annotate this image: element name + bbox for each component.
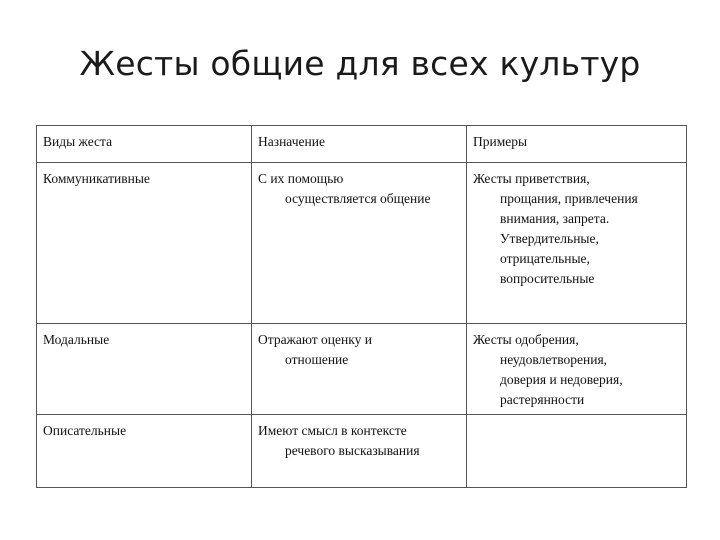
- cell-examples: [467, 324, 687, 415]
- header-cell-examples: Примеры: [467, 126, 687, 163]
- cell-purpose: [252, 415, 467, 488]
- cell-type: Описательные: [37, 415, 252, 488]
- gestures-table: [36, 125, 687, 488]
- table-header-row: [37, 126, 687, 163]
- table-row: [37, 163, 687, 324]
- examples-line: Утвердительные,: [500, 231, 599, 246]
- examples-line: Жесты приветствия,: [473, 171, 590, 186]
- cell-type: Коммуникативные: [37, 163, 252, 324]
- purpose-line: Имеют смысл в контексте: [258, 423, 407, 438]
- examples-line: неудовлетворения,: [500, 352, 608, 367]
- cell-purpose: [252, 324, 467, 415]
- purpose-line: осуществляется общение: [285, 191, 431, 206]
- header-cell-type: Виды жеста: [37, 126, 252, 163]
- cell-type: Модальные: [37, 324, 252, 415]
- header-cell-purpose: Назначение: [252, 126, 467, 163]
- examples-line: доверия и недоверия,: [500, 372, 623, 387]
- examples-line: растерянности: [500, 392, 585, 407]
- examples-line: отрицательные,: [500, 251, 590, 266]
- examples-line: прощания, привлечения: [500, 191, 638, 206]
- cell-examples: [467, 163, 687, 324]
- purpose-line: отношение: [285, 352, 349, 367]
- table-row: [37, 415, 687, 488]
- cell-examples-empty: [467, 415, 687, 488]
- purpose-line: речевого высказывания: [285, 443, 420, 458]
- examples-line: вопросительные: [500, 271, 595, 286]
- table-row: [37, 324, 687, 415]
- examples-line: Жесты одобрения,: [473, 332, 579, 347]
- purpose-line: С их помощью: [258, 171, 344, 186]
- slide-title: Жесты общие для всех культур: [79, 44, 641, 83]
- purpose-line: Отражают оценку и: [258, 332, 372, 347]
- examples-line: внимания, запрета.: [500, 211, 610, 226]
- cell-purpose: [252, 163, 467, 324]
